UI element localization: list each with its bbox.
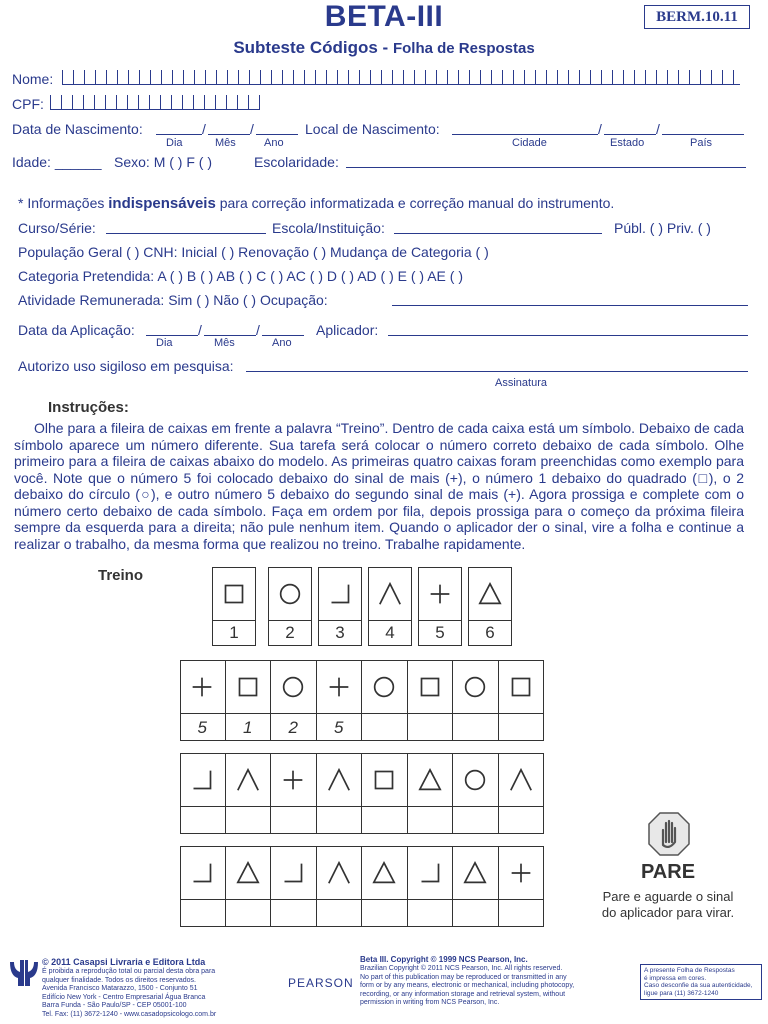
treino-symbol-cell <box>468 567 512 621</box>
practice-answer-cell[interactable] <box>499 807 545 834</box>
nome-field[interactable] <box>62 70 740 85</box>
data-nasc-mes-field[interactable] <box>208 134 250 135</box>
authenticity-note: A presente Folha de Respostas é impressa em cores. Caso desconfie da sua autenticidade, ligue para (11) 3672-1240 <box>640 964 762 1000</box>
practice-answer-cell[interactable] <box>408 807 454 834</box>
treino-symbol-cell <box>418 567 462 621</box>
ocupacao-field[interactable] <box>392 305 748 306</box>
triangle-symbol-icon <box>367 856 401 890</box>
practice-symbol-cell <box>271 660 317 714</box>
caret-symbol-icon <box>231 763 265 797</box>
casapsi-logo-icon <box>8 958 40 988</box>
corner-symbol-icon <box>185 763 219 797</box>
treino-symbol-cell <box>268 567 312 621</box>
practice-symbol-cell <box>408 846 454 900</box>
treino-grid <box>212 567 508 649</box>
nome-label: Nome: <box>12 71 54 87</box>
practice-row-3 <box>180 846 544 928</box>
estado-field[interactable] <box>604 134 656 135</box>
treino-label: Treino <box>98 567 144 584</box>
pais-field[interactable] <box>662 134 744 135</box>
cidade-caption: Cidade <box>512 137 547 149</box>
instrucoes-heading: Instruções: <box>48 399 129 416</box>
triangle-symbol-icon <box>413 763 447 797</box>
practice-symbol-cell <box>453 660 499 714</box>
practice-symbol-cell <box>317 660 363 714</box>
data-aplic-mes-field[interactable] <box>204 335 256 336</box>
practice-symbol-cell <box>499 846 545 900</box>
plus-symbol-icon <box>504 856 538 890</box>
info-note: * Informações indispensáveis para correção informatizada e correção manual do instrumento. <box>18 195 615 212</box>
square-symbol-icon <box>413 670 447 704</box>
practice-answer-cell[interactable] <box>408 714 454 741</box>
practice-symbol-cell <box>362 846 408 900</box>
practice-symbol-cell <box>453 753 499 807</box>
practice-symbol-cell <box>180 846 226 900</box>
treino-number-cell: 3 <box>318 620 362 646</box>
practice-symbol-cell <box>180 660 226 714</box>
practice-answer-cell[interactable] <box>499 714 545 741</box>
practice-symbol-cell <box>226 846 272 900</box>
practice-answer-cell[interactable] <box>453 714 499 741</box>
practice-answer-cell[interactable] <box>362 714 408 741</box>
subtitle-small: Folha de Respostas <box>392 40 535 57</box>
populacao-options[interactable]: População Geral ( ) CNH: Inicial ( ) Renovação ( ) Mudança de Categoria ( ) <box>18 244 489 260</box>
corner-symbol-icon <box>276 856 310 890</box>
cpf-label: CPF: <box>12 96 44 112</box>
practice-answer-cell[interactable] <box>226 900 272 927</box>
caret-symbol-icon <box>504 763 538 797</box>
sexo-field[interactable]: Sexo: M ( ) F ( ) <box>114 154 212 170</box>
pearson-details: Brazilian Copyright © 2011 NCS Pearson, Inc. All rights reserved. No part of this publication may be reproduced or transmitted in any form or by any means, electronic or mechanical, including photocopy, recording, or any information storage and retrieval system, without permission in writing from NCS Pearson, Inc. <box>360 965 575 1006</box>
practice-answer-cell[interactable] <box>453 900 499 927</box>
estado-caption: Estado <box>610 137 645 149</box>
practice-answer-cell[interactable]: 5 <box>317 714 363 741</box>
atividade-options[interactable]: Atividade Remunerada: Sim ( ) Não ( ) Ocupação: <box>18 292 328 308</box>
triangle-symbol-icon <box>231 856 265 890</box>
curso-field[interactable] <box>106 233 266 234</box>
treino-number-cell: 4 <box>368 620 412 646</box>
data-aplic-ano-field[interactable] <box>262 335 304 336</box>
practice-symbol-cell <box>408 660 454 714</box>
aplic-dia-caption: Dia <box>156 337 173 349</box>
practice-answer-cell[interactable]: 2 <box>271 714 317 741</box>
data-aplic-label: Data da Aplicação: <box>18 322 135 338</box>
curso-label: Curso/Série: <box>18 220 96 236</box>
corner-symbol-icon <box>323 577 357 611</box>
pare-text: Pare e aguarde o sinal do aplicador para virar. <box>601 889 735 920</box>
practice-answer-cell[interactable] <box>317 900 363 927</box>
practice-answer-cell[interactable] <box>362 900 408 927</box>
practice-symbol-cell <box>362 753 408 807</box>
practice-symbol-cell <box>317 753 363 807</box>
practice-symbol-cell <box>499 660 545 714</box>
square-symbol-icon <box>231 670 265 704</box>
data-nasc-ano-field[interactable] <box>256 134 298 135</box>
stop-hand-icon <box>648 812 690 856</box>
aplicador-label: Aplicador: <box>316 322 379 338</box>
treino-number-cell: 2 <box>268 620 312 646</box>
practice-row-1 <box>180 660 544 742</box>
aplic-mes-caption: Mês <box>214 337 235 349</box>
aplicador-field[interactable] <box>388 335 748 336</box>
practice-symbol-cell <box>226 753 272 807</box>
instrucoes-text: Olhe para a fileira de caixas em frente a palavra “Treino”. Dentro de cada caixa está um símbolo. Debaixo de cada símbolo aparece um número diferente. Sua tarefa será colocar o número correto debaixo de cada símbolo. Olhe primeiro para a fileira de caixas abaixo do modelo. As primeiras quatro caixas foram preenchidas como exemplo para você. Note que o número 5 foi colocado debaixo do sinal de mais (+), o número 1 debaixo do quadrado (□), o 2 debaixo do círculo (○), e outro número 5 debaixo do segundo sinal de mais (+). Agora prossiga e complete com o número certo debaixo de cada símbolo. Faça em ordem por fila, depois prossiga para o começo da próxima fileira sempre da esquerda para a direita; não pule nenhum item. Quando o aplicador der o sinal, vire a folha e continue a realizar o trabalho, da mesma forma que realizou no treino. Trabalhe rapidamente. <box>14 420 744 552</box>
practice-symbol-cell <box>271 846 317 900</box>
practice-answer-cell[interactable] <box>271 807 317 834</box>
practice-answer-cell[interactable] <box>499 900 545 927</box>
plus-symbol-icon <box>423 577 457 611</box>
practice-symbol-cell <box>499 753 545 807</box>
data-nasc-dia-field[interactable] <box>156 134 202 135</box>
mes-caption: Mês <box>215 137 236 149</box>
circle-symbol-icon <box>458 763 492 797</box>
plus-symbol-icon <box>322 670 356 704</box>
aplic-ano-caption: Ano <box>272 337 292 349</box>
circle-symbol-icon <box>276 670 310 704</box>
practice-answer-cell[interactable] <box>180 900 226 927</box>
subtitle-main: Subteste Códigos - <box>233 38 389 57</box>
escolaridade-label: Escolaridade: <box>254 154 339 170</box>
beta-copyright: Beta III. Copyright © 1999 NCS Pearson, Inc. <box>360 955 528 964</box>
data-nasc-label: Data de Nascimento: <box>12 121 143 137</box>
local-nasc-label: Local de Nascimento: <box>305 121 440 137</box>
assinatura-field[interactable] <box>246 371 748 372</box>
practice-answer-cell[interactable] <box>362 807 408 834</box>
practice-symbol-cell <box>271 753 317 807</box>
casapsi-copyright: © 2011 Casapsi Livraria e Editora Ltda <box>42 957 206 967</box>
practice-answer-cell[interactable] <box>226 807 272 834</box>
pare-title: PARE <box>640 861 696 883</box>
practice-symbol-cell <box>226 660 272 714</box>
cpf-field[interactable] <box>50 95 260 110</box>
treino-number-cell: 6 <box>468 620 512 646</box>
dia-caption: Dia <box>166 137 183 149</box>
practice-answer-cell[interactable] <box>408 900 454 927</box>
triangle-symbol-icon <box>473 577 507 611</box>
form-code: BERM.10.11 <box>644 5 750 29</box>
treino-symbol-cell <box>368 567 412 621</box>
caret-symbol-icon <box>373 577 407 611</box>
practice-answer-cell[interactable]: 5 <box>180 714 226 741</box>
practice-answer-cell[interactable]: 1 <box>226 714 272 741</box>
practice-symbol-cell <box>362 660 408 714</box>
treino-symbol-cell <box>212 567 256 621</box>
circle-symbol-icon <box>458 670 492 704</box>
practice-answer-cell[interactable] <box>271 900 317 927</box>
treino-symbol-cell <box>318 567 362 621</box>
treino-number-cell: 1 <box>212 620 256 646</box>
corner-symbol-icon <box>413 856 447 890</box>
pearson-logo: PEARSON <box>288 976 354 990</box>
escolaridade-field[interactable] <box>346 167 746 168</box>
cidade-field[interactable] <box>452 134 598 135</box>
categoria-options[interactable]: Categoria Pretendida: A ( ) B ( ) AB ( ) C ( ) AC ( ) D ( ) AD ( ) E ( ) AE ( ) <box>18 268 463 284</box>
plus-symbol-icon <box>185 670 219 704</box>
square-symbol-icon <box>504 670 538 704</box>
caret-symbol-icon <box>322 856 356 890</box>
form-subtitle <box>0 38 768 58</box>
corner-symbol-icon <box>185 856 219 890</box>
practice-answer-cell[interactable] <box>180 807 226 834</box>
casapsi-details: É proibida a reprodução total ou parcial desta obra para qualquer finalidade. Todos os direitos reservados. Avenida Francisco Matarazzo, 1500 - Conjunto 51 Edifício New York - Centro Empresarial Água Branca Barra Funda - São Paulo/SP - CEP 05001-100 Tel. Fax: (11) 3672-1240 - www.casadopsicologo.com.br <box>42 968 217 1018</box>
square-symbol-icon <box>217 577 251 611</box>
escola-field[interactable] <box>394 233 602 234</box>
data-aplic-dia-field[interactable] <box>146 335 198 336</box>
practice-answer-cell[interactable] <box>453 807 499 834</box>
pais-caption: País <box>690 137 713 149</box>
triangle-symbol-icon <box>458 856 492 890</box>
assinatura-caption: Assinatura <box>495 377 547 389</box>
publ-priv-field[interactable]: Públ. ( ) Priv. ( ) <box>614 220 711 236</box>
circle-symbol-icon <box>367 670 401 704</box>
caret-symbol-icon <box>322 763 356 797</box>
idade-field[interactable]: Idade: ______ <box>12 154 102 170</box>
practice-symbol-cell <box>453 846 499 900</box>
practice-answer-cell[interactable] <box>317 807 363 834</box>
form-title: BETA-III <box>324 0 444 33</box>
treino-number-cell: 5 <box>418 620 462 646</box>
ano-caption: Ano <box>264 137 284 149</box>
circle-symbol-icon <box>273 577 307 611</box>
practice-symbol-cell <box>408 753 454 807</box>
escola-label: Escola/Instituição: <box>272 220 385 236</box>
practice-symbol-cell <box>317 846 363 900</box>
square-symbol-icon <box>367 763 401 797</box>
practice-symbol-cell <box>180 753 226 807</box>
plus-symbol-icon <box>276 763 310 797</box>
practice-row-2 <box>180 753 544 835</box>
autorizo-label: Autorizo uso sigiloso em pesquisa: <box>18 358 234 374</box>
